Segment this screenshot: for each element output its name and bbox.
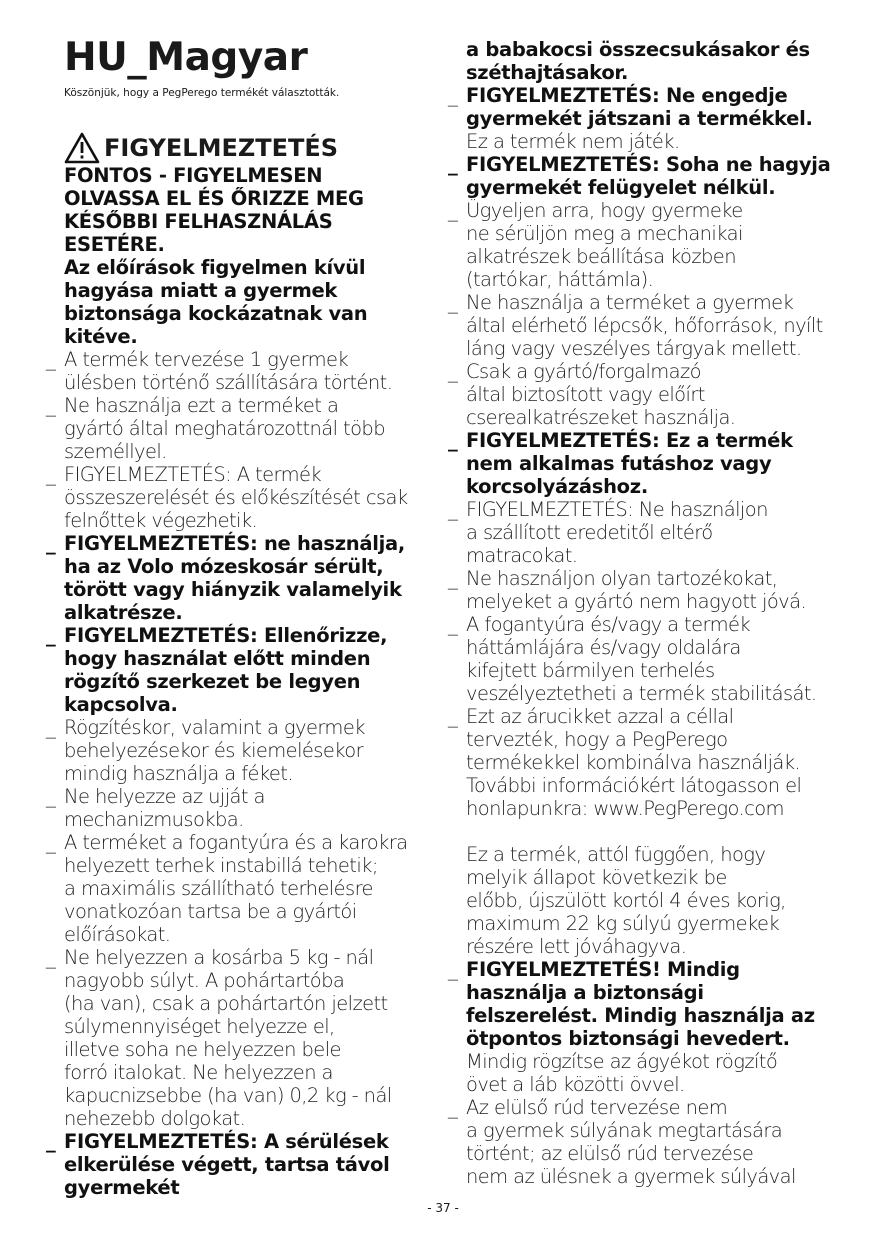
text-line: nem az ülésnek a gyermek súlyával: [466, 1165, 796, 1188]
text-line: ESETÉRE.: [64, 233, 165, 256]
approval-paragraph: [466, 843, 851, 958]
text-line: A terméket a fogantyúra és a karokra: [64, 831, 408, 854]
list-item: [448, 958, 851, 1096]
list-dash: _: [448, 613, 458, 636]
text-line: További információkért látogasson el: [466, 774, 802, 797]
list-dash: _: [448, 291, 458, 314]
text-line: Ez a termék, attól függően, hogy: [466, 843, 766, 866]
list-dash: _: [448, 429, 458, 452]
text-line: személlyel.: [64, 440, 167, 463]
text-line: övet a láb közötti övvel.: [466, 1073, 685, 1096]
right-column: [448, 38, 851, 1188]
text-line: gyermekét felügyelet nélkül.: [466, 176, 776, 199]
text-line: biztonsága kockázatnak van: [64, 302, 368, 325]
text-line: FIGYELMEZTETÉS: Ez a termék: [466, 429, 793, 452]
list-item: [46, 1130, 434, 1199]
text-line: melyik állapot következik be: [466, 866, 727, 889]
text-line: gyártó által meghatározottnál több: [64, 417, 385, 440]
warning-heading-label: FIGYELMEZTETÉS: [104, 134, 339, 162]
text-line: matracokat.: [466, 544, 578, 567]
list-item: [448, 613, 851, 705]
list-item: [46, 532, 434, 624]
text-line: mindig használja a féket.: [64, 762, 293, 785]
text-line: kapcsolva.: [64, 693, 178, 716]
list-item: [448, 199, 851, 291]
list-item: [448, 705, 851, 820]
text-line: részére lett jóváhagyva.: [466, 935, 687, 958]
text-line: OLVASSA EL ÉS ŐRIZZE MEG: [64, 187, 364, 210]
text-line: történt; az elülső rúd tervezése: [466, 1142, 754, 1165]
text-line: által biztosított vagy előírt: [466, 383, 705, 406]
list-dash: _: [448, 84, 458, 107]
text-line: a maximális szállítható terhelésre: [64, 877, 373, 900]
list-item: [46, 624, 434, 716]
warning-heading: [64, 132, 338, 164]
list-dash: _: [46, 394, 56, 417]
list-item: [448, 360, 851, 429]
text-line: Az elülső rúd tervezése nem: [466, 1096, 728, 1119]
text-line: kifejtett bármilyen terhelés: [466, 659, 715, 682]
list-item: [46, 463, 434, 532]
text-line: hagyása miatt a gyermek: [64, 279, 338, 302]
list-dash: _: [46, 716, 56, 739]
list-dash: _: [448, 498, 458, 521]
text-line: maximum 22 kg súlyú gyermekek: [466, 912, 780, 935]
text-line: Az előírások figyelmen kívül: [64, 256, 366, 279]
text-line: ne sérüljön meg a mechanikai: [466, 222, 743, 245]
text-line: honlapunkra: www.PegPerego.com: [466, 797, 784, 820]
list-item: [448, 1096, 851, 1188]
text-line: FIGYELMEZTETÉS: Ellenőrizze,: [64, 624, 388, 647]
list-dash: _: [46, 348, 56, 371]
important-notice: [64, 164, 434, 256]
list-dash: _: [46, 463, 56, 486]
text-line: FIGYELMEZTETÉS: Ne használjon: [466, 498, 768, 521]
list-item: [448, 291, 851, 360]
text-line: nem alkalmas futáshoz vagy: [466, 452, 772, 475]
text-line: nagyobb súlyt. A pohártartóba: [64, 969, 345, 992]
list-dash: _: [448, 567, 458, 590]
text-line: helyezett terhek instabillá tehetik;: [64, 854, 378, 877]
list-item: [448, 498, 851, 567]
text-line: összeszerelését és előkészítését csak: [64, 486, 408, 509]
text-line: gyermekét játszani a termékkel.: [466, 107, 813, 130]
list-dash: _: [448, 153, 458, 176]
text-line: Ne használja a terméket a gyermek: [466, 291, 794, 314]
text-line: alkatrésze.: [64, 601, 183, 624]
text-line: háttámlájára és/vagy oldalára: [466, 636, 741, 659]
text-line: behelyezésekor és kiemelésekor: [64, 739, 363, 762]
text-line: Csak a gyártó/forgalmazó: [466, 360, 701, 383]
text-line: törött vagy hiányzik valamelyik: [64, 578, 402, 601]
text-line: alkatrészek beállítása közben: [466, 245, 736, 268]
text-line: Ne használja ezt a terméket a: [64, 394, 339, 417]
list-item: [46, 831, 434, 946]
text-line: a gyermek súlyának megtartására: [466, 1119, 783, 1142]
text-line: vonatkozóan tartsa be a gyártói: [64, 900, 357, 923]
list-item: [46, 394, 434, 463]
text-line: Ne helyezzen a kosárba 5 kg - nál: [64, 946, 374, 969]
text-line: tervezték, hogy a PegPerego: [466, 728, 728, 751]
text-line: illetve soha ne helyezzen bele: [64, 1038, 341, 1061]
text-line: forró italokat. Ne helyezzen a: [64, 1061, 333, 1084]
text-line: FIGYELMEZTETÉS: A termék: [64, 463, 322, 486]
text-line: gyermekét: [64, 1176, 180, 1199]
list-item: [448, 567, 851, 613]
text-line: FIGYELMEZTETÉS: Ne engedje: [466, 84, 788, 107]
text-line: FIGYELMEZTETÉS: A sérülések: [64, 1130, 389, 1153]
text-line: a babakocsi összecsukásakor és: [466, 38, 810, 61]
text-line: (tartókar, háttámla).: [466, 268, 654, 291]
text-line: Ne használjon olyan tartozékokat,: [466, 567, 778, 590]
list-item: [448, 84, 851, 153]
list-item: [46, 785, 434, 831]
text-line: KÉSŐBBI FELHASZNÁLÁS: [64, 210, 333, 233]
page-title: HU_Magyar: [64, 35, 308, 80]
text-line: FIGYELMEZTETÉS: ne használja,: [64, 532, 405, 555]
text-line: felnőttek végezhetik.: [64, 509, 258, 532]
list-dash: _: [448, 360, 458, 383]
text-line: melyeket a gyártó nem hagyott jóvá.: [466, 590, 807, 613]
text-line: Ez a termék nem játék.: [466, 130, 680, 153]
text-line: FONTOS - FIGYELMESEN: [64, 164, 323, 187]
continuation-text: [466, 38, 851, 84]
text-line: Rögzítéskor, valamint a gyermek: [64, 716, 365, 739]
text-line: FIGYELMEZTETÉS! Mindig: [466, 958, 740, 981]
text-line: előbb, újszülött kortól 4 éves korig,: [466, 889, 786, 912]
list-dash: _: [46, 785, 56, 808]
text-line: A termék tervezése 1 gyermek: [64, 348, 349, 371]
list-dash: _: [46, 532, 56, 555]
list-dash: _: [448, 199, 458, 222]
text-line: Ezt az árucikket azzal a céllal: [466, 705, 734, 728]
text-line: széthajtásakor.: [466, 61, 629, 84]
text-line: A fogantyúra és/vagy a termék: [466, 613, 751, 636]
text-line: Mindig rögzítse az ágyékot rögzítő: [466, 1050, 778, 1073]
text-line: a szállított eredetitől eltérő: [466, 521, 713, 544]
text-line: által elérhető lépcsők, hőforrások, nyílt: [466, 314, 823, 337]
left-column: [46, 164, 434, 1199]
warning-triangle-icon: [64, 132, 100, 164]
list-item: [46, 946, 434, 1130]
list-dash: _: [46, 946, 56, 969]
list-dash: _: [46, 624, 56, 647]
text-line: ha az Volo mózeskosár sérült,: [64, 555, 384, 578]
list-item: [448, 429, 851, 498]
text-line: kapucnizsebbe (ha van) 0,2 kg - nál: [64, 1084, 392, 1107]
text-line: használja a biztonsági: [466, 981, 704, 1004]
text-line: Ügyeljen arra, hogy gyermeke: [466, 199, 743, 222]
text-line: kitéve.: [64, 325, 138, 348]
page-number: - 37 -: [427, 1201, 459, 1215]
text-line: elkerülése végett, tartsa távol: [64, 1153, 390, 1176]
list-dash: _: [448, 1096, 458, 1119]
text-line: előírásokat.: [64, 923, 171, 946]
text-line: felszerelést. Mindig használja az: [466, 1004, 815, 1027]
text-line: (ha van), csak a pohártartón jelzett: [64, 992, 388, 1015]
text-line: korcsolyázáshoz.: [466, 475, 648, 498]
text-line: veszélyeztetheti a termék stabilitását.: [466, 682, 817, 705]
text-line: mechanizmusokba.: [64, 808, 244, 831]
text-line: nehezebb dolgokat.: [64, 1107, 246, 1130]
page-subtitle: Köszönjük, hogy a PegPerego termékét választották.: [64, 87, 340, 99]
text-line: hogy használat előtt minden: [64, 647, 371, 670]
list-dash: _: [46, 831, 56, 854]
text-line: rögzítő szerkezet be legyen: [64, 670, 361, 693]
list-dash: _: [46, 1130, 56, 1153]
text-line: láng vagy veszélyes tárgyak mellett.: [466, 337, 802, 360]
paragraph-spacer: [466, 820, 851, 843]
list-dash: _: [448, 705, 458, 728]
list-item: [448, 153, 851, 199]
text-line: termékekkel kombinálva használják.: [466, 751, 801, 774]
text-line: cserealkatrészeket használja.: [466, 406, 736, 429]
text-line: súlymennyiséget helyezze el,: [64, 1015, 335, 1038]
list-item: [46, 716, 434, 785]
list-item: [46, 348, 434, 394]
neglect-warning: [64, 256, 434, 348]
text-line: ötpontos biztonsági hevedert.: [466, 1027, 790, 1050]
text-line: Ne helyezze az ujját a: [64, 785, 265, 808]
list-dash: _: [448, 958, 458, 981]
text-line: ülésben történő szállítására történt.: [64, 371, 393, 394]
text-line: FIGYELMEZTETÉS: Soha ne hagyja: [466, 153, 831, 176]
